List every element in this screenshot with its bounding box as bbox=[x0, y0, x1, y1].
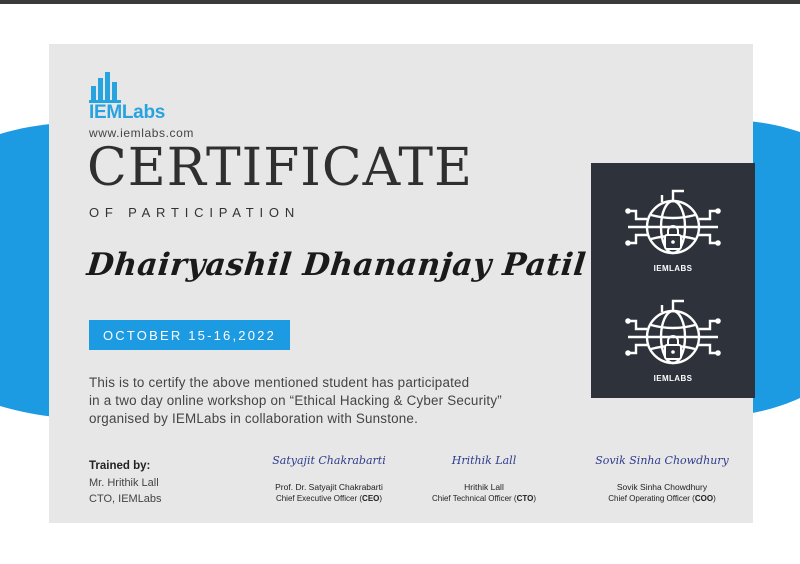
handwritten-signature: Satyajit Chakrabarti bbox=[272, 454, 386, 467]
top-edge-bar bbox=[0, 0, 800, 4]
trainer-role: CTO, IEMLabs bbox=[89, 493, 162, 505]
emblem-label: IEMLABS bbox=[653, 374, 693, 383]
signatory-role: Chief Technical Officer (CTO) bbox=[431, 494, 537, 503]
signatory-role: Chief Operating Officer (COO) bbox=[608, 494, 716, 503]
building-bars-icon bbox=[89, 72, 125, 104]
signatory-cto bbox=[409, 454, 559, 503]
body-line: This is to certify the above mentioned student has participated bbox=[89, 375, 470, 390]
emblem-panel bbox=[591, 163, 755, 398]
signatory-ceo bbox=[249, 454, 409, 503]
recipient-name: Dhairyashil Dhananjay Patil bbox=[85, 247, 588, 283]
certificate-title: CERTIFICATE bbox=[87, 138, 473, 198]
brand-name: IEMLabs bbox=[89, 102, 166, 123]
brand-url: www.iemlabs.com bbox=[89, 126, 195, 140]
trained-by-label: Trained by: bbox=[89, 460, 151, 472]
emblem-label: IEMLABS bbox=[653, 264, 693, 273]
event-date-badge: OCTOBER 15-16,2022 bbox=[89, 320, 290, 350]
signatory-role: Chief Executive Officer (CEO) bbox=[275, 494, 383, 503]
globe-lock-icon bbox=[622, 293, 724, 379]
signatory-coo bbox=[593, 454, 731, 503]
body-line: organised by IEMLabs in collaboration with Sunstone. bbox=[89, 411, 418, 426]
signatory-name: Prof. Dr. Satyajit Chakrabarti bbox=[275, 482, 383, 492]
certificate-body bbox=[89, 374, 609, 428]
globe-lock-icon bbox=[622, 183, 724, 269]
certificate-subtitle: OF PARTICIPATION bbox=[89, 205, 301, 220]
handwritten-signature: Hrithik Lall bbox=[451, 454, 517, 467]
handwritten-signature: Sovik Sinha Chowdhury bbox=[595, 454, 729, 467]
trainer-name: Mr. Hrithik Lall bbox=[89, 477, 159, 489]
signatory-name: Sovik Sinha Chowdhury bbox=[616, 482, 708, 492]
certificate-card bbox=[49, 44, 753, 523]
body-line: in a two day online workshop on “Ethical Hacking & Cyber Security” bbox=[89, 393, 502, 408]
signatory-name: Hrithik Lall bbox=[464, 482, 504, 492]
